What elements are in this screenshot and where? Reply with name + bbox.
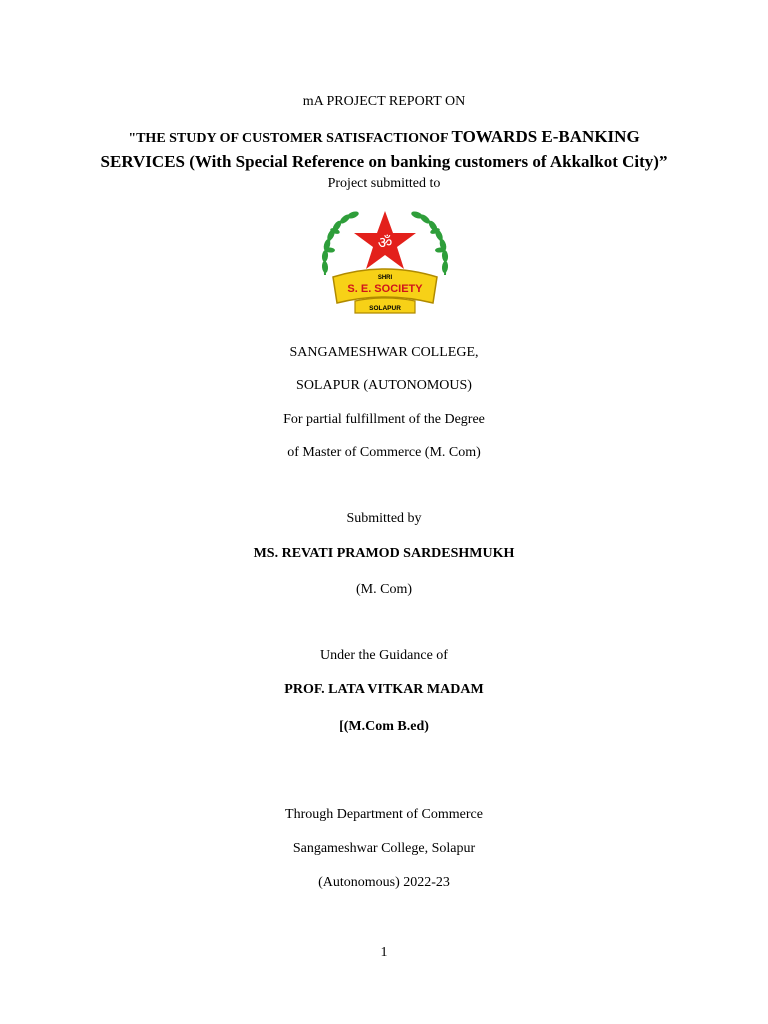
department-line: Through Department of Commerce [285,807,483,822]
academic-year: (Autonomous) 2022-23 [318,875,450,890]
degree-line-1: For partial fulfillment of the Degree [283,412,485,427]
student-name: MS. REVATI PRAMOD SARDESHMUKH [253,546,515,561]
logo-main-text: S. E. SOCIETY [347,283,423,295]
title-line-2: SERVICES (With Special Reference on banking customers of Akkalkot City)” [100,152,668,171]
society-logo [315,205,455,320]
report-heading: mA PROJECT REPORT ON [302,94,466,109]
student-degree: (M. Com) [356,582,412,597]
submitted-to-label: Project submitted to [327,176,441,191]
guide-degree: [(M.Com B.ed) [339,719,429,734]
title-line-1 [0,126,768,150]
college-name: SANGAMESHWAR COLLEGE, [289,345,479,360]
guidance-label: Under the Guidance of [320,648,448,663]
title-part-small: "THE STUDY OF CUSTOMER SATISFACTIONOF [128,131,452,146]
title-part-large: TOWARDS E-BANKING [451,127,640,146]
logo-top-text: SHRI [377,275,393,281]
om-symbol-icon: ॐ [377,233,393,252]
laurel-left-icon [321,210,359,275]
degree-line-2: of Master of Commerce (M. Com) [287,445,481,460]
logo-bottom-text: SOLAPUR [369,305,401,312]
college-short-line: Sangameshwar College, Solapur [292,841,476,856]
page-number: 1 [380,945,388,960]
laurel-right-icon [410,210,448,275]
guide-name: PROF. LATA VITKAR MADAM [284,682,484,697]
college-city: SOLAPUR (AUTONOMOUS) [296,378,472,393]
submitted-by-label: Submitted by [346,511,422,526]
